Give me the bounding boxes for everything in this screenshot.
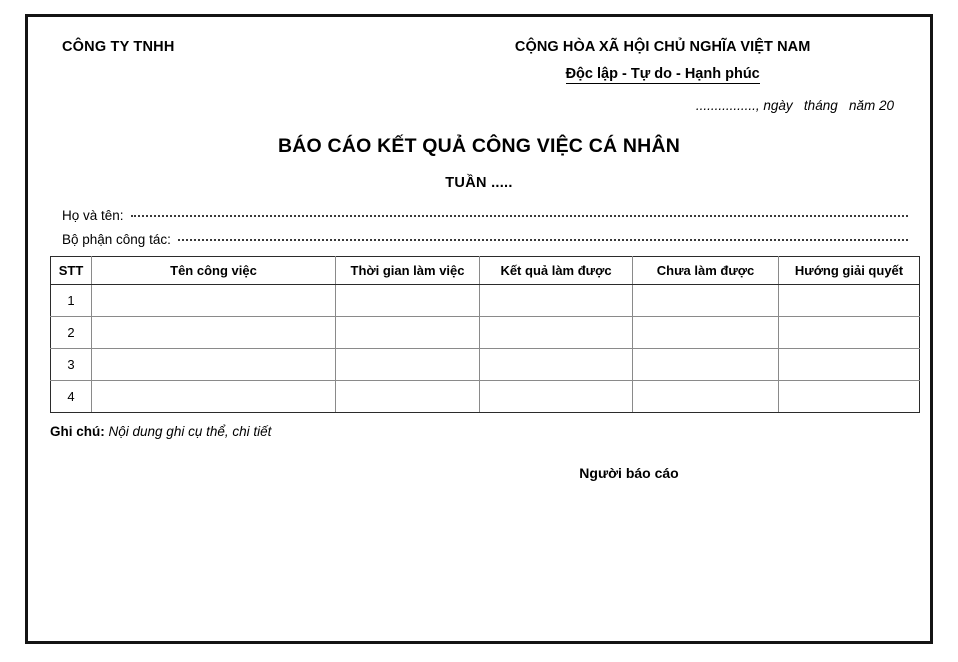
cell-working-time[interactable] bbox=[336, 317, 480, 349]
cell-working-time[interactable] bbox=[336, 349, 480, 381]
cell-working-time[interactable] bbox=[336, 285, 480, 317]
cell-result-done[interactable] bbox=[480, 317, 633, 349]
cell-stt: 2 bbox=[51, 317, 92, 349]
field-full-name-label: Họ và tên: bbox=[62, 208, 124, 223]
signature-label-reporter: Người báo cáo bbox=[579, 465, 679, 481]
cell-task-name[interactable] bbox=[92, 317, 336, 349]
cell-not-done[interactable] bbox=[633, 381, 779, 413]
company-name-label: CÔNG TY TNHH bbox=[62, 39, 175, 55]
column-header-working-time: Thời gian làm việc bbox=[336, 257, 480, 285]
field-department-label: Bộ phận công tác: bbox=[62, 232, 171, 247]
cell-stt: 1 bbox=[51, 285, 92, 317]
cell-task-name[interactable] bbox=[92, 381, 336, 413]
cell-stt: 3 bbox=[51, 349, 92, 381]
cell-solution[interactable] bbox=[779, 349, 920, 381]
cell-working-time[interactable] bbox=[336, 381, 480, 413]
cell-not-done[interactable] bbox=[633, 349, 779, 381]
note-text: Nội dung ghi cụ thể, chi tiết bbox=[108, 424, 272, 439]
cell-task-name[interactable] bbox=[92, 349, 336, 381]
document-header bbox=[50, 17, 908, 113]
cell-not-done[interactable] bbox=[633, 285, 779, 317]
note-row bbox=[50, 424, 908, 439]
cell-not-done[interactable] bbox=[633, 317, 779, 349]
document-body bbox=[28, 17, 930, 641]
column-header-solution: Hướng giải quyết bbox=[779, 257, 920, 285]
note-label: Ghi chú: bbox=[50, 424, 105, 439]
work-report-table bbox=[50, 256, 920, 413]
field-department-input[interactable] bbox=[178, 238, 908, 241]
form-fields bbox=[50, 208, 908, 247]
cell-solution[interactable] bbox=[779, 381, 920, 413]
page-title: BÁO CÁO KẾT QUẢ CÔNG VIỆC CÁ NHÂN bbox=[277, 135, 681, 157]
column-header-result-done: Kết quả làm được bbox=[480, 257, 633, 285]
table-row bbox=[51, 381, 920, 413]
national-header-block bbox=[417, 39, 908, 113]
table-row bbox=[51, 317, 920, 349]
column-header-not-done: Chưa làm được bbox=[633, 257, 779, 285]
table-row bbox=[51, 285, 920, 317]
table-row bbox=[51, 349, 920, 381]
column-header-task-name: Tên công việc bbox=[92, 257, 336, 285]
cell-result-done[interactable] bbox=[480, 381, 633, 413]
national-motto-label: Độc lập - Tự do - Hạnh phúc bbox=[565, 66, 760, 82]
page-subtitle-week: TUẦN ..... bbox=[445, 175, 513, 191]
cell-stt: 4 bbox=[51, 381, 92, 413]
date-placeholder-line: ................, ngày tháng năm 20 bbox=[695, 98, 894, 113]
field-full-name bbox=[62, 208, 908, 223]
cell-solution[interactable] bbox=[779, 285, 920, 317]
column-header-stt: STT bbox=[51, 257, 92, 285]
cell-result-done[interactable] bbox=[480, 349, 633, 381]
national-title-label: CỘNG HÒA XÃ HỘI CHỦ NGHĨA VIỆT NAM bbox=[514, 39, 811, 55]
cell-solution[interactable] bbox=[779, 317, 920, 349]
table-header-row bbox=[51, 257, 920, 285]
document-page-frame bbox=[25, 14, 933, 644]
field-full-name-input[interactable] bbox=[131, 214, 908, 217]
field-department bbox=[62, 232, 908, 247]
cell-result-done[interactable] bbox=[480, 285, 633, 317]
cell-task-name[interactable] bbox=[92, 285, 336, 317]
